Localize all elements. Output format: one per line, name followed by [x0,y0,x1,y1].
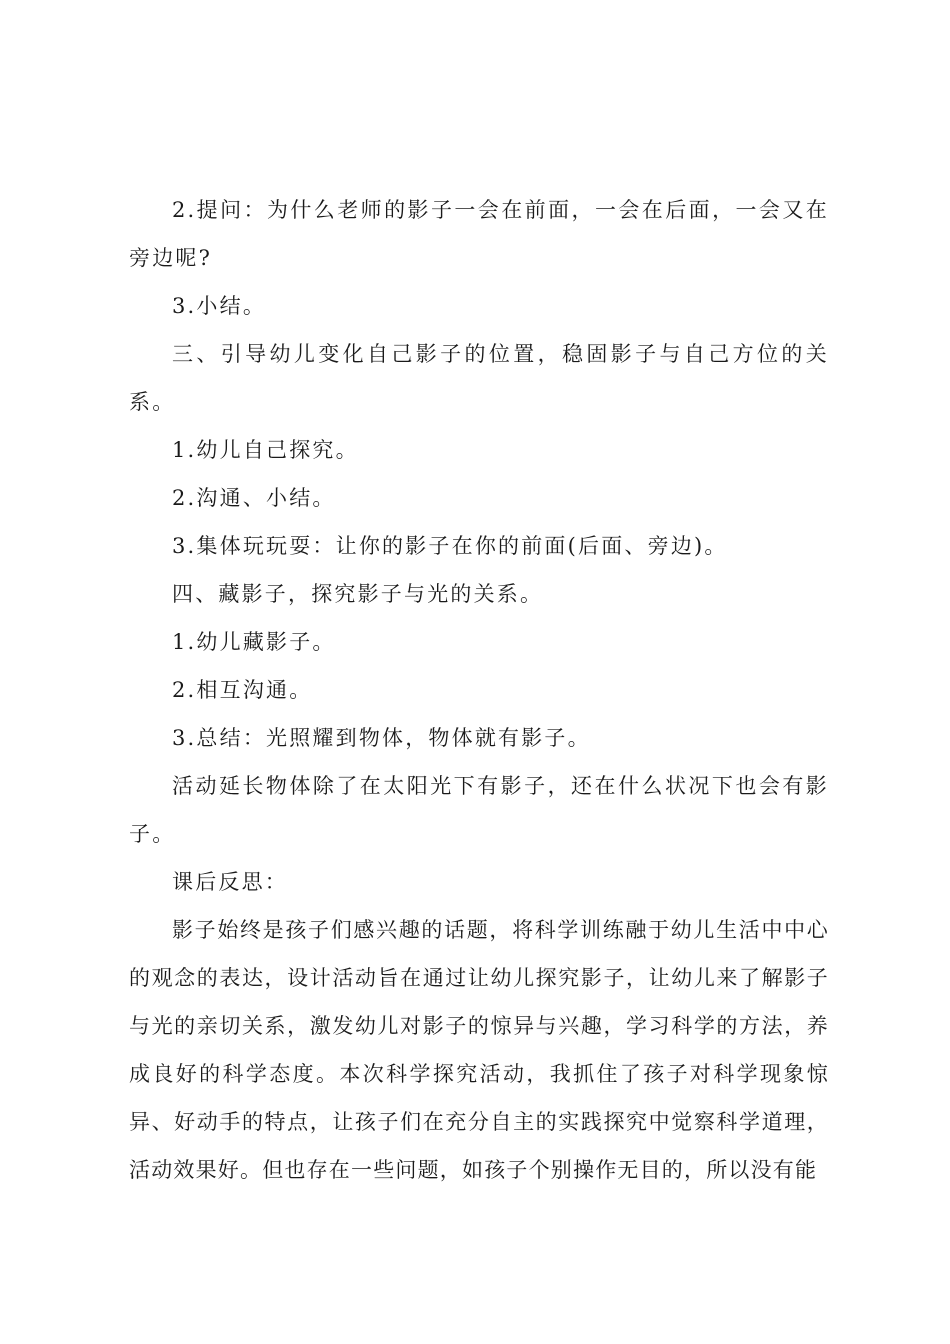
paragraph-group-play: 3.集体玩玩耍：让你的影子在你的前面(后面、旁边)。 [172,534,728,558]
paragraph-question: 2.提问：为什么老师的影子一会在前面，一会在后面，一会又在旁边呢? [129,198,829,270]
paragraph-extension: 活动延长物体除了在太阳光下有影子，还在什么状况下也会有影子。 [129,774,829,846]
paragraph-reflection: 影子始终是孩子们感兴趣的话题，将科学训练融于幼儿生活中中心的观念的表达，设计活动旨在通过让幼儿探究影子，让幼儿来了解影子与光的亲切关系，激发幼儿对影子的惊异与兴趣，学习科学的方法，养成良好的科学态度。本次科学探究活动，我抓住了孩子对科学现象惊异、好动手的特点，让孩子们在充分自主的实践探究中觉察科学道理，活动效果好。但也存在一些问题，如孩子个别操作无目的，所以没有能 [129,918,829,1182]
section-heading-three: 三、引导幼儿变化自己影子的位置，稳固影子与自己方位的关系。 [129,342,829,414]
paragraph-communicate: 2.沟通、小结。 [172,486,336,510]
paragraph-hide-shadow: 1.幼儿藏影子。 [172,630,336,654]
heading-reflection: 课后反思： [172,870,288,894]
paragraph-summary: 3.小结。 [172,294,267,318]
paragraph-mutual-communicate: 2.相互沟通。 [172,678,313,702]
paragraph-conclusion: 3.总结：光照耀到物体，物体就有影子。 [172,726,591,750]
document-body [129,186,829,1194]
section-heading-four: 四、藏影子，探究影子与光的关系。 [172,582,544,606]
paragraph-explore: 1.幼儿自己探究。 [172,438,359,462]
